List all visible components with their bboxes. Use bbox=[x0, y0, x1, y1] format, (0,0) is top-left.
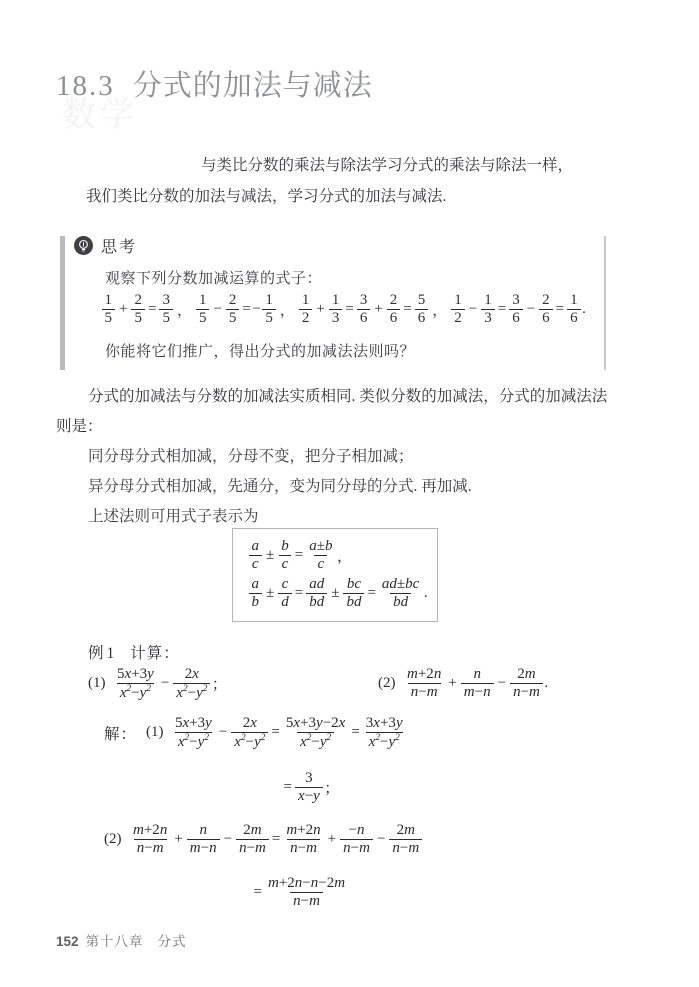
example-item-1: (1) $\frac{5x+3y}{x^2-y^2}$ − $\frac{2x}{x^2-y^2}$ ； bbox=[88, 666, 227, 701]
rules-section bbox=[56, 382, 616, 532]
solution-2-paren: (2) bbox=[104, 830, 122, 847]
example-label: 例 bbox=[88, 645, 105, 662]
formula-row-2: $\frac{a}{b}$ ± $\frac{c}{d}$ = $\frac{ad}{bd}$ ± $\frac{bc}{bd}$ = $\frac{ad\pm bc}{bd}$ . bbox=[247, 576, 428, 611]
page-title bbox=[56, 63, 373, 104]
equation-2: $\frac{1}{5}$ − $\frac{2}{5}$ = − $\frac{1}{5}$ bbox=[194, 292, 277, 327]
rules-paragraph-1: 分式的加减法与分数的加减法实质相同. 类似分数的加减法，分式的加减法法则是： bbox=[56, 388, 608, 435]
example-item-2: (2) $\frac{m+2n}{n-m}$ + $\frac{n}{m-n}$ − $\frac{2m}{n-m}$ . bbox=[378, 666, 549, 700]
page-footer bbox=[56, 930, 187, 950]
solution-1-paren: (1) bbox=[146, 724, 164, 741]
rules-paragraph-2: 上述法则可用式子表示为 bbox=[88, 508, 259, 525]
solution-line-1-continued: = $\frac{3}{x-y}$ ； bbox=[283, 770, 340, 804]
intro-paragraph bbox=[86, 150, 616, 212]
equation-4: $\frac{1}{2}$ − $\frac{1}{3}$ = $\frac{3}{6}$ − $\frac{2}{6}$ = $\frac{1}{6}$ bbox=[450, 292, 582, 327]
example-item-1-paren: (1) bbox=[88, 675, 106, 692]
think-prompt: 观察下列分数加减运算的式子： bbox=[105, 271, 323, 287]
think-equations: $\frac{1}{5}$ + $\frac{2}{5}$ = $\frac{3}{5}$ ， $\frac{1}{5}$ − $\frac{2}{5}$ = − $\frac{1}{5}$ ， $\frac{1}{2}$ + $\frac{1}{3}$ = $\frac{3}{6}$ + $\frac{2}{6}$ = $\frac{5}{6}$ ， $\frac{1}{2}$ − $\frac{1}{3}$ = $\frac{3}{6}$ − $\frac{2}{6}$ = $\frac{1}{6}$ . bbox=[100, 292, 586, 327]
solution-line-2-continued: = $\frac{m+2n-n-2m}{n-m}$ bbox=[253, 875, 346, 909]
example-instruction: 计算： bbox=[130, 645, 180, 662]
formula-row-1: $\frac{a}{c}$ ± $\frac{b}{c}$ = $\frac{a\pm b}{c}$ ， bbox=[247, 538, 352, 573]
intro-line-1: 与类比分数的乘法与除法学习分式的乘法与除法一样， bbox=[201, 157, 574, 174]
think-box bbox=[60, 234, 608, 370]
example-number: 1 bbox=[106, 645, 115, 662]
think-question: 你能将它们推广，得出分式的加减法法则吗？ bbox=[105, 344, 416, 360]
solution-line-2: (2) $\frac{m+2n}{n-m}$ + $\frac{n}{m-n}$ − $\frac{2m}{n-m}$ = $\frac{m+2n}{n-m}$ + $\frac{-n}{n-m}$ − $\frac{2m}{n-m}$ bbox=[104, 822, 424, 857]
section-title-text: 分式的加法与减法 bbox=[132, 70, 373, 102]
equation-1: $\frac{1}{5}$ + $\frac{2}{5}$ = $\frac{3}{5}$ bbox=[100, 292, 174, 327]
formula-box bbox=[232, 528, 438, 622]
example-item-2-paren: (2) bbox=[378, 674, 396, 691]
example-heading bbox=[88, 641, 180, 663]
rules-sub-2: 异分母分式相加减，先通分，变为同分母的分式. 再加减. bbox=[88, 478, 472, 495]
footer-chapter: 第十八章 bbox=[85, 934, 144, 949]
footer-section: 分式 bbox=[157, 934, 187, 949]
think-header bbox=[74, 234, 137, 257]
equation-3: $\frac{1}{2}$ + $\frac{1}{3}$ = $\frac{3}{6}$ + $\frac{2}{6}$ = $\frac{5}{6}$ bbox=[297, 292, 429, 327]
lightbulb-icon bbox=[74, 236, 93, 255]
solution-label: 解： bbox=[104, 726, 138, 743]
rules-sub-1: 同分母分式相加减，分母不变，把分子相加减； bbox=[88, 448, 414, 465]
think-box-left-rule bbox=[60, 236, 65, 370]
intro-line-2: 我们类比分数的加法与减法，学习分式的加法与减法. bbox=[86, 188, 447, 205]
page-number: 152 bbox=[56, 934, 79, 949]
think-label: 思考 bbox=[101, 239, 138, 256]
think-box-right-rule bbox=[604, 236, 606, 370]
solution-line-1: (1) $\frac{5x+3y}{x^2-y^2}$ − $\frac{2x}{x^2-y^2}$ = $\frac{5x+3y-2x}{x^2-y^2}$ = $\frac{3x+3y}{x^2-y^2}$ bbox=[146, 715, 403, 750]
section-number: 18.3 bbox=[56, 70, 115, 102]
watermark: 数学 bbox=[62, 97, 138, 134]
